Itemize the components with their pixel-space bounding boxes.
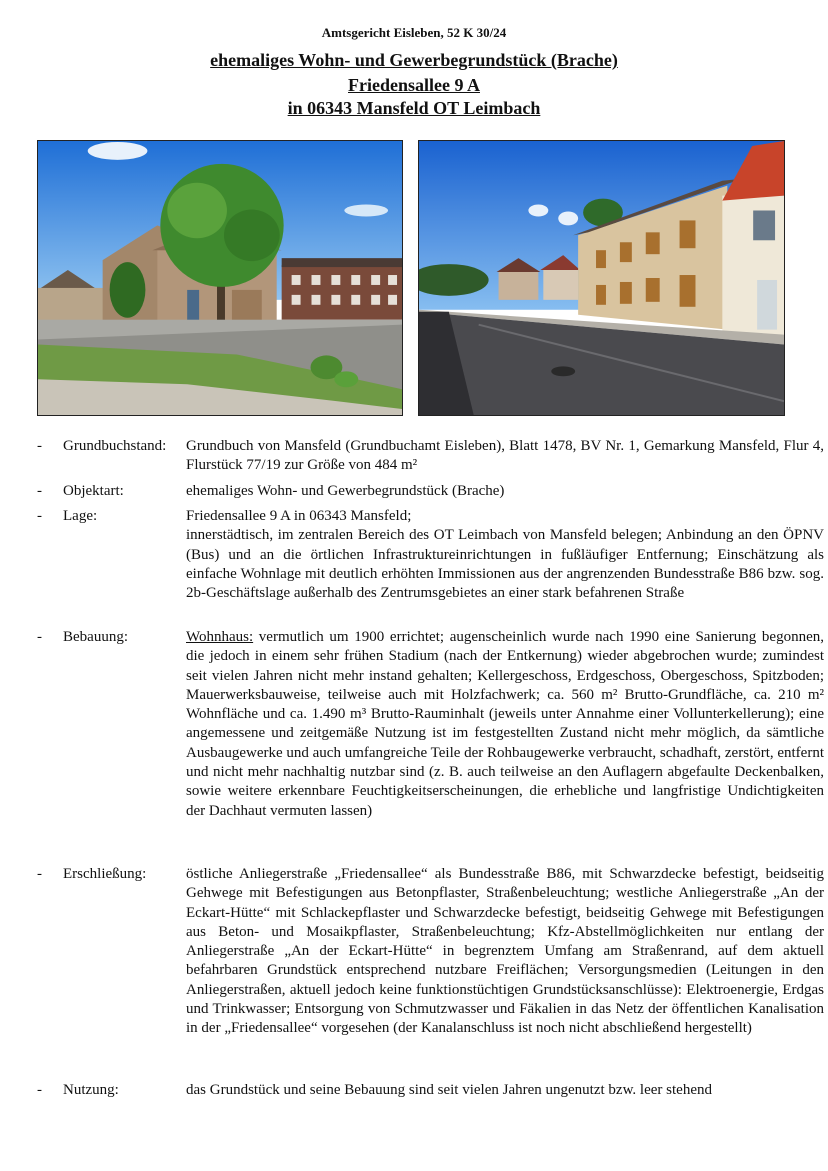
label-location: Lage: [63,508,98,524]
property-photo-street [418,140,785,416]
bullet-dash: - [37,483,42,499]
text-location-description: innerstädtisch, im zentralen Bereich des OT Leimbach von Mansfeld belegen; Anbindung an den ÖPNV (Bus) und an die örtlichen Infrastruktureinrichtungen in fußläufiger Entfernung; Einschätzung als einfache Wohnlage mit deutlich erhöhten Immissionen aus der angrenzenden Bundesstraße B86 bzw. sog. 2b-Geschäftslage außerhalb des Zentrumsgebietes an einer stark befahrenen Straße [186,527,824,602]
label-buildings: Bebauung: [63,629,128,645]
title-address-street: Friedensallee 9 A [348,75,480,95]
heading-residential-house: Wohnhaus: [186,629,254,645]
text-development: östliche Anliegerstraße „Friedensallee“ als Bundesstraße B86, mit Schwarzdecke befestigt, beidseitig Gehwege mit Befestigungen aus Betonpflaster, Straßenbeleuchtung; westliche Anliegerstraße „An der Eckart-Hütte“ mit Schlackepflaster und Schwarzdecke befestigt, beidseitig Gehwege mit Befestigungen aus Beton- und Mosaikpflaster, Straßenbeleuchtung; Kfz-Abstellmöglichkeiten nur entlang der Anliegerstraße „An der Eckart-Hütte“ in begrenztem Umfang am Straßenrand, auf dem aktuell befahrbaren Grundstück entsprechend nutzbare Freiflächen; Versorgungsmedien (Leitungen in den Anliegerstraßen, aktuell jedoch keine funktionstüchtigen Grundstücksanschlüsse): Elektroenergie, Erdgas und Trinkwasser; Entsorgung von Schmutzwasser und Fäkalien in das Netz der öffentlichen Kanalisation in der „Friedensallee“ vorgesehen (der Kanalanschluss ist noch nicht abschließend hergestellt) [186,866,824,1037]
bullet-dash: - [37,438,42,454]
text-buildings-description: vermutlich um 1900 errichtet; augenscheinlich wurde nach 1990 eine Sanierung begonnen, die jedoch in einem sehr frühen Stadium (nach der Entkernung) wieder abgebrochen wurde; zumindest seit vielen Jahren nicht mehr instand gehalten; Kellergeschoss, Erdgeschoss, Obergeschoss, Spitzboden; Mauerwerksbauweise, teilweise auch mit Holzfachwerk; ca. 560 m² Brutto-Grundfläche, ca. 210 m² Wohnfläche und ca. 1.490 m³ Brutto-Rauminhalt (jeweils unter Annahme einer Vollunterkellerung); eine angemessene und zeitgemäße Nutzung ist im festgestellten Zustand nicht mehr möglich, da sämtliche Ausbaugewerke und auch umfangreiche Teile der Rohbaugewerke verbraucht, schadhaft, zerstört, entfernt und nicht mehr nachhaltig nutzbar sind (z. B. auch teilweise an den Auflagern abgefaulte Deckenbalken, sowie weitere erkennbare Feuchtigkeitserscheinungen, die erhebliche und langfristige Undichtigkeiten der Dachhaut vermuten lassen) [186,629,824,819]
text-location-address: Friedensallee 9 A in 06343 Mansfeld; [186,508,412,524]
property-photo-street-image [419,141,784,415]
title-property-type: ehemaliges Wohn- und Gewerbegrundstück (Brache) [210,50,618,70]
text-land-register: Grundbuch von Mansfeld (Grundbuchamt Eisleben), Blatt 1478, BV Nr. 1, Gemarkung Mansfeld, Flur 4, Flurstück 77/19 zur Größe von 484 m² [186,438,824,474]
label-usage: Nutzung: [63,1082,119,1098]
bullet-dash: - [37,629,42,645]
label-land-register: Grundbuchstand: [63,438,167,454]
text-object-type: ehemaliges Wohn- und Gewerbegrundstück (Brache) [186,483,505,499]
title-address-city: in 06343 Mansfeld OT Leimbach [287,98,541,118]
text-usage: das Grundstück und seine Bebauung sind seit vielen Jahren ungenutzt bzw. leer stehend [186,1082,712,1098]
property-photo-lot [37,140,403,416]
court-reference: Amtsgericht Eisleben, 52 K 30/24 [321,25,507,40]
label-object-type: Objektart: [63,483,124,499]
bullet-dash: - [37,508,42,524]
bullet-dash: - [37,866,42,882]
property-photo-lot-image [38,141,402,415]
label-development: Erschließung: [63,866,147,882]
text-buildings [186,628,824,821]
bullet-dash: - [37,1082,42,1098]
text-location [186,507,824,603]
